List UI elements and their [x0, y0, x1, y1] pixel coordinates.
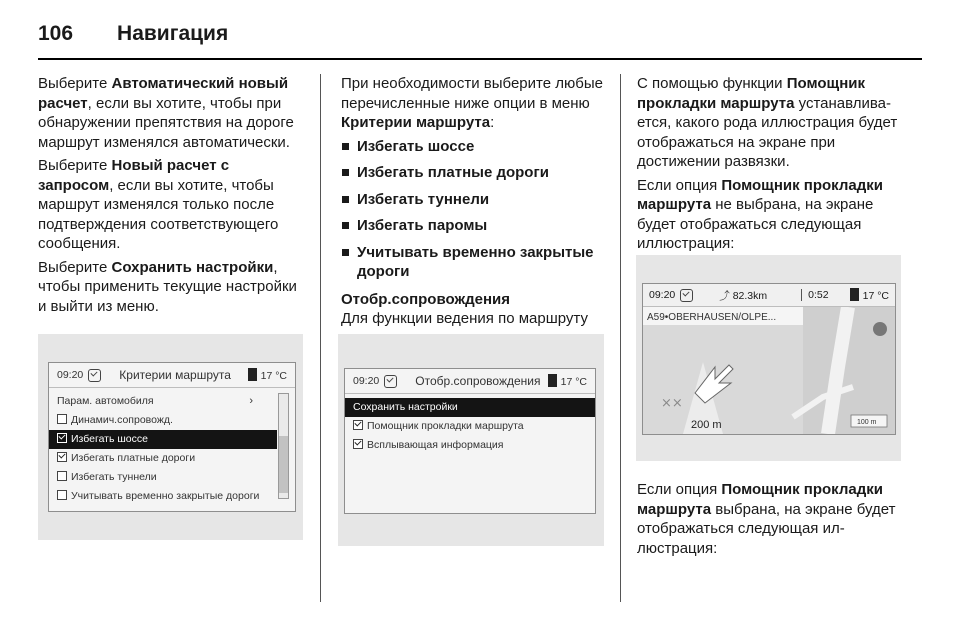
- text: , чтобы применить текущие настройки и выйти из меню.: [38, 258, 297, 315]
- menu-item[interactable]: [49, 468, 277, 487]
- turn-distance: 200 m: [691, 419, 722, 431]
- clock: 09:20: [649, 289, 676, 301]
- menu-item-label: Всплывающая информация: [367, 439, 504, 451]
- page-header: [38, 14, 228, 54]
- scale-label: 100 m: [857, 419, 877, 426]
- list-item: Избегать паромы: [341, 216, 609, 236]
- header-rule: [38, 58, 922, 60]
- column-1: [38, 74, 302, 320]
- term-recalc-query: Новый расчет с запросом: [38, 157, 230, 194]
- paragraph: [38, 258, 302, 317]
- screen-title-bar: [49, 363, 295, 388]
- menu-item[interactable]: [49, 411, 277, 430]
- checkbox[interactable]: [57, 490, 67, 500]
- text: не выбрана, на экране будет отображаться следующая иллюстрация:: [637, 196, 874, 252]
- column-divider: [620, 74, 621, 602]
- menu-list: [345, 394, 595, 455]
- page-number: 106: [38, 22, 74, 45]
- menu-item[interactable]: [345, 398, 595, 417]
- text: выбрана, на экране будет отображаться следующая иллюстрация:: [637, 500, 896, 557]
- menu-item-label: Сохранить настройки: [353, 401, 458, 413]
- scrollbar-thumb[interactable]: [279, 436, 288, 493]
- text: С помощью функции: [637, 75, 787, 92]
- menu-item-label: Помощник прокладки маршрута: [367, 420, 524, 432]
- screen-title: Критерии маршрута: [119, 368, 231, 382]
- term-route-criteria: Критерии маршрута: [341, 114, 491, 131]
- paragraph: [637, 480, 907, 558]
- screenshot-guidance-display: [338, 334, 604, 546]
- menu-item[interactable]: [49, 430, 277, 449]
- temperature: [850, 288, 889, 302]
- list-item: Избегать платные дороги: [341, 163, 609, 183]
- temperature-value: 17 °C: [260, 370, 287, 382]
- menu-item-label: Учитывать временно закрытые дороги: [71, 490, 260, 502]
- checkbox[interactable]: [57, 452, 67, 462]
- screen-title: Отобр.сопровождения: [415, 374, 541, 388]
- paragraph: [637, 74, 907, 172]
- menu-item-label: Избегать платные дороги: [71, 452, 196, 464]
- menu-item-label: Избегать шоссе: [71, 433, 148, 445]
- text: Если опция: [637, 481, 722, 498]
- term-route-assistant: Помощник прокладки маршрута: [637, 481, 883, 518]
- compass-icon: [873, 322, 887, 336]
- column-2: [341, 74, 609, 352]
- nav-status-bar: [643, 284, 895, 307]
- distance: [719, 288, 767, 303]
- term-route-assistant: Помощник прокладки маршрута: [637, 75, 865, 112]
- column-3: [637, 74, 907, 258]
- section-title: Навигация: [117, 22, 229, 45]
- temperature-value: 17 °C: [862, 290, 889, 302]
- screenshot-nav-map: [636, 255, 901, 461]
- clock: 09:20: [353, 375, 380, 387]
- list-item: Избегать шоссе: [341, 137, 609, 157]
- route-icon: ⤴: [719, 289, 730, 302]
- status-icon: [384, 375, 397, 388]
- chevron-right-icon: ›: [249, 395, 253, 407]
- checkbox[interactable]: [353, 420, 363, 430]
- list-item: Учитывать временно закрытые дороги: [341, 243, 609, 282]
- temperature-value: 17 °C: [560, 376, 587, 388]
- menu-item[interactable]: [345, 436, 595, 455]
- paragraph: [637, 176, 907, 254]
- thermometer-icon: [850, 288, 859, 301]
- options-list: [341, 137, 609, 282]
- subheading: Отобр.сопровождения: [341, 290, 510, 308]
- term-route-assistant: Помощник прокладки маршрута: [637, 176, 883, 213]
- checkbox[interactable]: [353, 439, 363, 449]
- column-3-bottom: [637, 480, 907, 562]
- menu-item[interactable]: [49, 392, 277, 411]
- eta: 0:52: [801, 289, 828, 301]
- paragraph: [38, 74, 302, 152]
- text: , если вы хотите, чтобы при обнаружении препятствия на дороге маршрут изменялся автоматически.: [38, 94, 294, 151]
- menu-item[interactable]: [49, 449, 277, 468]
- checkbox[interactable]: [57, 414, 67, 424]
- screen-title-bar: [345, 369, 595, 394]
- menu-item-label: Парам. автомобиля: [57, 395, 154, 407]
- thermometer-icon: [248, 368, 257, 381]
- menu-list: [49, 388, 277, 506]
- paragraph: Для функции ведения по маршруту: [341, 310, 588, 327]
- street-name: A59•OBERHAUSEN/OLPE...: [647, 312, 777, 323]
- temperature: [248, 368, 287, 382]
- checkbox[interactable]: [57, 471, 67, 481]
- text: Выберите: [38, 75, 112, 92]
- checkbox[interactable]: [57, 433, 67, 443]
- text: Выберите: [38, 157, 112, 174]
- menu-item-label: Избегать туннели: [71, 471, 157, 483]
- text: :: [490, 114, 495, 131]
- map-view: [643, 307, 895, 434]
- status-icon: [88, 369, 101, 382]
- paragraph: [341, 74, 609, 133]
- text: устанавливается, какого рода иллюстрация будет отображаться на экране при достижении развязки.: [637, 94, 898, 170]
- thermometer-icon: [548, 374, 557, 387]
- distance-value: 82.3km: [732, 289, 768, 302]
- text: Если опция: [637, 176, 722, 194]
- list-item: Избегать туннели: [341, 190, 609, 210]
- text: Выберите: [38, 258, 112, 276]
- temperature: [548, 374, 587, 388]
- route-criteria-screen: [48, 362, 296, 512]
- menu-item-label: Динамич.сопровожд.: [71, 414, 173, 426]
- status-icon: [680, 289, 693, 302]
- text: , если вы хотите, чтобы маршрут изменялся только после подтверждения соответствующего сообщения.: [38, 176, 279, 252]
- text: При необходимости выберите любые перечисленные ниже опции в меню: [341, 75, 603, 112]
- term-save-settings: Сохранить настройки: [111, 258, 274, 276]
- menu-item[interactable]: [49, 487, 277, 506]
- navigation-screen: [642, 283, 896, 435]
- term-auto-recalc: Автоматический новый расчет: [38, 75, 289, 112]
- paragraph: [38, 156, 302, 254]
- guidance-display-screen: [344, 368, 596, 514]
- screenshot-route-criteria: [38, 334, 303, 540]
- column-divider: [320, 74, 321, 602]
- clock: 09:20: [57, 369, 84, 381]
- scrollbar[interactable]: [278, 393, 289, 499]
- menu-item[interactable]: [345, 417, 595, 436]
- sign-glyphs: ⨯⨯: [661, 395, 683, 410]
